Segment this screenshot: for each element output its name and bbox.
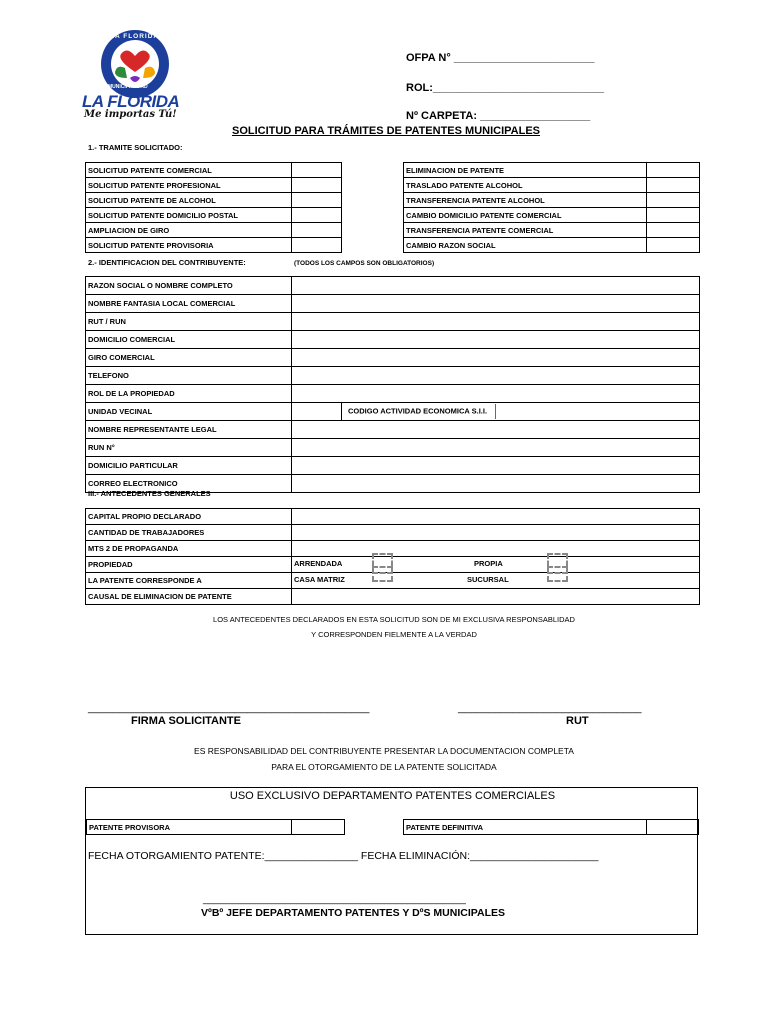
field-label: UNIDAD VECINAL bbox=[86, 403, 292, 421]
provisora-checkbox[interactable] bbox=[292, 820, 345, 835]
table-row bbox=[86, 163, 342, 178]
table-row bbox=[86, 403, 700, 421]
tramite-checkbox[interactable] bbox=[647, 238, 700, 253]
rol-field[interactable]: ROL:____________________________ bbox=[406, 82, 605, 94]
tramite-label: AMPLIACION DE GIRO bbox=[86, 223, 292, 238]
field-input[interactable] bbox=[292, 421, 700, 439]
declaration-line1: LOS ANTECEDENTES DECLARADOS EN ESTA SOLICITUD SON DE MI EXCLUSIVA RESPONSABLIDAD bbox=[213, 615, 575, 624]
firma-label: FIRMA SOLICITANTE bbox=[131, 715, 241, 727]
table-row bbox=[404, 178, 700, 193]
field-label: RAZON SOCIAL O NOMBRE COMPLETO bbox=[86, 277, 292, 295]
table-row bbox=[86, 178, 342, 193]
logo-name: LA FLORIDA bbox=[82, 92, 180, 111]
section2-heading: 2.- IDENTIFICACION DEL CONTRIBUYENTE: bbox=[88, 258, 246, 267]
responsibility-line1: ES RESPONSABILIDAD DEL CONTRIBUYENTE PRESENTAR LA DOCUMENTACION COMPLETA bbox=[194, 746, 574, 756]
table-row bbox=[404, 208, 700, 223]
table-row bbox=[86, 367, 700, 385]
field-label: CAUSAL DE ELIMINACION DE PATENTE bbox=[86, 589, 292, 605]
field-input[interactable] bbox=[292, 295, 700, 313]
definitiva-table bbox=[403, 819, 699, 835]
responsibility-line2: PARA EL OTORGAMIENTO DE LA PATENTE SOLICITADA bbox=[271, 762, 497, 772]
field-input[interactable] bbox=[292, 457, 700, 475]
field-input[interactable] bbox=[292, 509, 700, 525]
tramite-left-table bbox=[85, 162, 342, 253]
field-label: CAPITAL PROPIO DECLARADO bbox=[86, 509, 292, 525]
office-use-box bbox=[85, 787, 698, 935]
tramite-label: TRASLADO PATENTE ALCOHOL bbox=[404, 178, 647, 193]
tramite-checkbox[interactable] bbox=[292, 238, 342, 253]
table-row bbox=[86, 509, 700, 525]
contribuyente-table bbox=[85, 276, 700, 493]
table-row bbox=[86, 313, 700, 331]
field-label: TELEFONO bbox=[86, 367, 292, 385]
tramite-checkbox[interactable] bbox=[647, 163, 700, 178]
field-label: CORREO ELECTRONICO bbox=[86, 475, 292, 493]
field-label: LA PATENTE CORRESPONDE A bbox=[86, 573, 292, 589]
tramite-checkbox[interactable] bbox=[292, 163, 342, 178]
field-label: CANTIDAD DE TRABAJADORES bbox=[86, 525, 292, 541]
field-input[interactable] bbox=[292, 277, 700, 295]
table-row bbox=[86, 223, 342, 238]
field-input[interactable] bbox=[292, 589, 700, 605]
tramite-label: CAMBIO DOMICILIO PATENTE COMERCIAL bbox=[404, 208, 647, 223]
tramite-label: SOLICITUD PATENTE PROVISORIA bbox=[86, 238, 292, 253]
rut-line[interactable]: ______________________________ bbox=[458, 702, 642, 714]
table-row bbox=[404, 193, 700, 208]
table-row bbox=[86, 439, 700, 457]
page-title: SOLICITUD PARA TRÁMITES DE PATENTES MUNICIPALES bbox=[232, 125, 541, 137]
field-label: PROPIEDAD bbox=[86, 557, 292, 573]
field-label: RUN N° bbox=[86, 439, 292, 457]
field-input[interactable] bbox=[292, 349, 700, 367]
office-title: USO EXCLUSIVO DEPARTAMENTO PATENTES COMERCIALES bbox=[229, 790, 556, 802]
field-input[interactable] bbox=[292, 541, 700, 557]
tramite-checkbox[interactable] bbox=[292, 223, 342, 238]
field-label: NOMBRE REPRESENTANTE LEGAL bbox=[86, 421, 292, 439]
field-input[interactable] bbox=[292, 331, 700, 349]
table-row bbox=[86, 589, 700, 605]
table-row bbox=[86, 238, 342, 253]
casa-matriz-checkbox[interactable] bbox=[372, 566, 393, 582]
logo-ring-top: LA FLORIDA bbox=[110, 33, 160, 40]
tramite-label: ELIMINACION DE PATENTE bbox=[404, 163, 647, 178]
codigo-actividad-label: CODIGO ACTIVIDAD ECONOMICA S.I.I. bbox=[348, 406, 488, 416]
field-label: ROL DE LA PROPIEDAD bbox=[86, 385, 292, 403]
casa-matriz-label: CASA MATRIZ bbox=[294, 575, 345, 584]
tramite-label: SOLICITUD PATENTE PROFESIONAL bbox=[86, 178, 292, 193]
field-input[interactable] bbox=[292, 525, 700, 541]
tramite-checkbox[interactable] bbox=[292, 193, 342, 208]
municipal-logo bbox=[80, 28, 192, 124]
tramite-label: TRANSFERENCIA PATENTE COMERCIAL bbox=[404, 223, 647, 238]
tramite-checkbox[interactable] bbox=[292, 208, 342, 223]
ofpa-field[interactable]: OFPA N° _______________________ bbox=[406, 52, 595, 64]
tramite-checkbox[interactable] bbox=[647, 223, 700, 238]
definitiva-label: PATENTE DEFINITIVA bbox=[404, 820, 647, 835]
text-cursor bbox=[495, 404, 496, 419]
table-row bbox=[404, 163, 700, 178]
field-label: DOMICILIO COMERCIAL bbox=[86, 331, 292, 349]
tramite-checkbox[interactable] bbox=[647, 193, 700, 208]
section2-note: (TODOS LOS CAMPOS SON OBLIGATORIOS) bbox=[294, 260, 435, 267]
sucursal-checkbox[interactable] bbox=[547, 566, 568, 582]
definitiva-checkbox[interactable] bbox=[647, 820, 699, 835]
firma-line[interactable]: ______________________________________________ bbox=[88, 702, 370, 714]
carpeta-field[interactable]: Nº CARPETA: __________________ bbox=[406, 110, 591, 122]
table-row bbox=[86, 385, 700, 403]
table-row bbox=[86, 193, 342, 208]
table-row bbox=[86, 277, 700, 295]
field-label: GIRO COMERCIAL bbox=[86, 349, 292, 367]
declaration-line2: Y CORRESPONDEN FIELMENTE A LA VERDAD bbox=[311, 630, 477, 639]
field-input[interactable] bbox=[292, 475, 700, 493]
table-row bbox=[404, 223, 700, 238]
jefe-signature-line[interactable]: _____________________________________________ bbox=[203, 893, 466, 905]
jefe-label: VºBº JEFE DEPARTAMENTO PATENTES Y DºS MUNICIPALES bbox=[201, 907, 505, 919]
rut-label: RUT bbox=[566, 715, 589, 727]
propiedad-cell bbox=[292, 557, 700, 573]
fechas-line[interactable]: FECHA OTORGAMIENTO PATENTE:________________ FECHA ELIMINACIÓN:______________________ bbox=[88, 850, 599, 862]
section3-heading: III.- ANTECEDENTES GENERALES bbox=[88, 489, 211, 498]
tramite-right-table bbox=[403, 162, 700, 253]
table-row bbox=[86, 208, 342, 223]
table-row bbox=[404, 238, 700, 253]
unidad-vecinal-input[interactable] bbox=[292, 403, 342, 421]
table-row bbox=[86, 349, 700, 367]
table-row bbox=[86, 457, 700, 475]
logo-slogan: Me importas Tú! bbox=[84, 109, 177, 120]
logo-ring-bottom: MUNICIPALIDAD bbox=[108, 84, 148, 90]
corresponde-cell bbox=[292, 573, 700, 589]
table-row bbox=[86, 295, 700, 313]
field-input[interactable] bbox=[292, 367, 700, 385]
sucursal-label: SUCURSAL bbox=[467, 575, 509, 584]
table-row bbox=[86, 331, 700, 349]
tramite-label: SOLICITUD PATENTE COMERCIAL bbox=[86, 163, 292, 178]
tramite-label: SOLICITUD PATENTE DOMICILIO POSTAL bbox=[86, 208, 292, 223]
table-row bbox=[86, 421, 700, 439]
propia-label: PROPIA bbox=[474, 559, 503, 568]
field-label: NOMBRE FANTASIA LOCAL COMERCIAL bbox=[86, 295, 292, 313]
field-input[interactable] bbox=[292, 439, 700, 457]
table-row bbox=[86, 525, 700, 541]
tramite-label: TRANSFERENCIA PATENTE ALCOHOL bbox=[404, 193, 647, 208]
tramite-checkbox[interactable] bbox=[292, 178, 342, 193]
field-input[interactable] bbox=[292, 313, 700, 331]
provisora-table bbox=[86, 819, 345, 835]
field-label: MTS 2 DE PROPAGANDA bbox=[86, 541, 292, 557]
codigo-actividad-cell[interactable] bbox=[342, 403, 700, 421]
tramite-label: CAMBIO RAZON SOCIAL bbox=[404, 238, 647, 253]
tramite-checkbox[interactable] bbox=[647, 178, 700, 193]
field-label: DOMICILIO PARTICULAR bbox=[86, 457, 292, 475]
arrendada-label: ARRENDADA bbox=[294, 559, 343, 568]
section1-heading: 1.- TRAMITE SOLICITADO: bbox=[88, 143, 183, 152]
provisora-label: PATENTE PROVISORA bbox=[87, 820, 292, 835]
tramite-label: SOLICITUD PATENTE DE ALCOHOL bbox=[86, 193, 292, 208]
field-input[interactable] bbox=[292, 385, 700, 403]
tramite-checkbox[interactable] bbox=[647, 208, 700, 223]
field-label: RUT / RUN bbox=[86, 313, 292, 331]
